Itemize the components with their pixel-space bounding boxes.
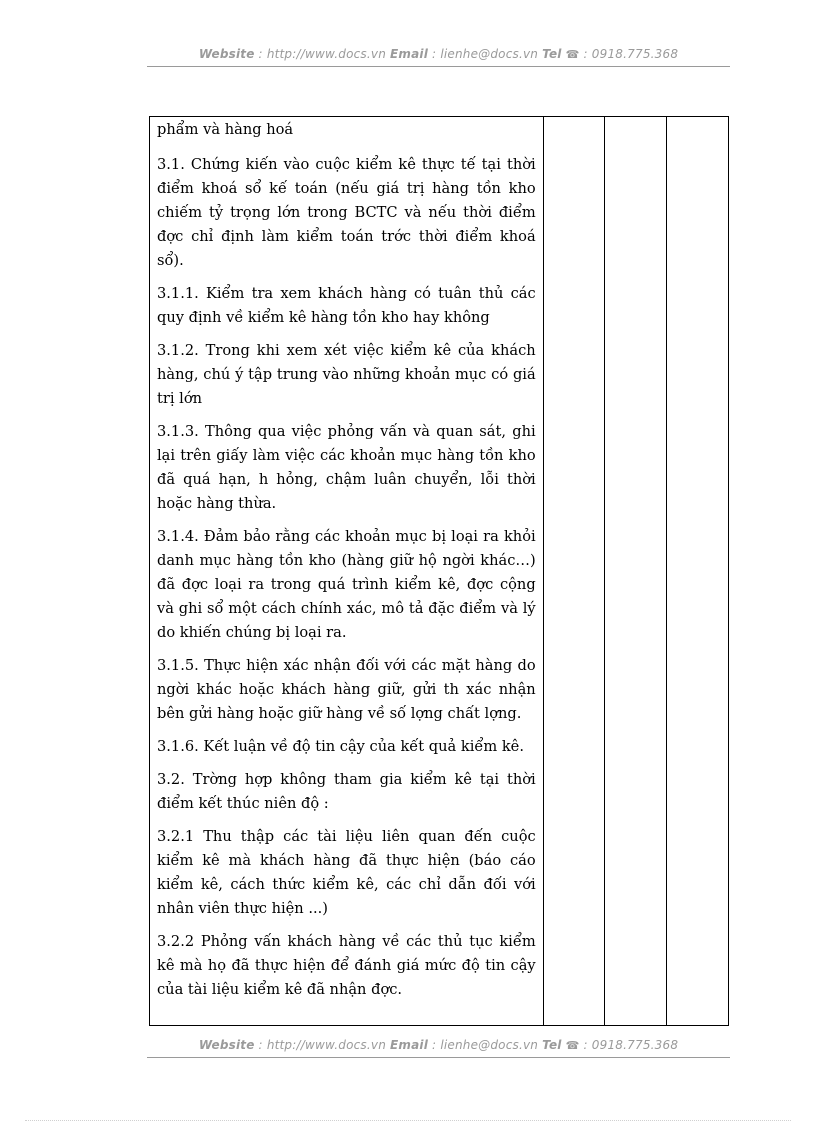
header-website-label: Website <box>198 47 255 61</box>
header-website-value: : http://www.docs.vn <box>254 47 391 61</box>
footer-email-label: Email <box>390 1038 429 1052</box>
blank-cell-2 <box>604 117 666 1026</box>
header-email-value: : lienhe@docs.vn <box>428 47 543 61</box>
footer-website-label: Website <box>198 1038 255 1052</box>
page-footer <box>147 1038 730 1052</box>
procedure-paragraph: 3.1.3. Thông qua việc phỏng vấn và quan sát, ghi lại trên giấy làm việc các khoản mục hàng tồn kho đã quá hạn, h hỏng, chậm luân chuyển, lỗi thời hoặc hàng thừa. <box>157 423 536 512</box>
blank-cell-3 <box>666 117 728 1026</box>
procedure-paragraph: 3.1.1. Kiểm tra xem khách hàng có tuân thủ các quy định về kiểm kê hàng tồn kho hay không <box>157 285 536 326</box>
procedure-paragraph: 3.1. Chứng kiến vào cuộc kiểm kê thực tế tại thời điểm khoá sổ kế toán (nếu giá trị hàng tồn kho chiếm tỷ trọng lớn trong BCTC và nếu thời điểm đợc chỉ định làm kiểm toán trớc thời điểm khoá sổ). <box>157 156 536 269</box>
procedure-paragraph: 3.1.6. Kết luận về độ tin cậy của kết quả kiểm kê. <box>157 738 524 755</box>
header-tel-value: : 0918.775.368 <box>579 47 679 61</box>
footer-tel-value: : 0918.775.368 <box>579 1038 679 1052</box>
footer-website-value: : http://www.docs.vn <box>254 1038 391 1052</box>
procedure-paragraph: 3.1.2. Trong khi xem xét việc kiểm kê của khách hàng, chú ý tập trung vào những khoản mục có giá trị lớn <box>157 342 536 407</box>
procedure-paragraph: 3.2.1 Thu thập các tài liệu liên quan đến cuộc kiểm kê mà khách hàng đã thực hiện (báo cáo kiểm kê, cách thức kiểm kê, các chỉ dẫn đối với nhân viên thực hiện ...) <box>157 828 536 917</box>
page-bottom-border <box>25 1120 791 1121</box>
table-row <box>150 117 729 1026</box>
procedure-paragraph: phẩm và hàng hoá <box>157 121 294 138</box>
phone-icon: ☎ <box>565 1039 580 1052</box>
procedure-paragraph: 3.2. Trờng hợp không tham gia kiểm kê tại thời điểm kết thúc niên độ : <box>157 771 536 812</box>
audit-procedure-table <box>149 116 729 1026</box>
procedure-cell <box>150 117 544 1026</box>
header-tel-label: Tel <box>542 47 562 61</box>
footer-email-value: : lienhe@docs.vn <box>428 1038 543 1052</box>
blank-cell-1 <box>543 117 604 1026</box>
procedure-paragraph: 3.1.5. Thực hiện xác nhận đối với các mặt hàng do ngời khác hoặc khách hàng giữ, gửi th xác nhận bên gửi hàng hoặc giữ hàng về số lợng chất lợng. <box>157 657 536 722</box>
procedure-paragraph: 3.2.2 Phỏng vấn khách hàng về các thủ tục kiểm kê mà họ đã thực hiện để đánh giá mức độ tin cậy của tài liệu kiểm kê đã nhận đợc. <box>157 933 536 998</box>
procedure-paragraph: 3.1.4. Đảm bảo rằng các khoản mục bị loại ra khỏi danh mục hàng tồn kho (hàng giữ hộ ngời khác…) đã đợc loại ra trong quá trình kiểm kê, đợc cộng và ghi sổ một cách chính xác, mô tả đặc điểm và lý do khiến chúng bị loại ra. <box>157 528 536 641</box>
phone-icon: ☎ <box>565 48 580 61</box>
header-rule <box>147 66 730 67</box>
footer-tel-label: Tel <box>542 1038 562 1052</box>
header-email-label: Email <box>390 47 429 61</box>
footer-rule <box>147 1057 730 1058</box>
page-header <box>147 47 730 61</box>
procedure-text <box>150 117 543 1002</box>
